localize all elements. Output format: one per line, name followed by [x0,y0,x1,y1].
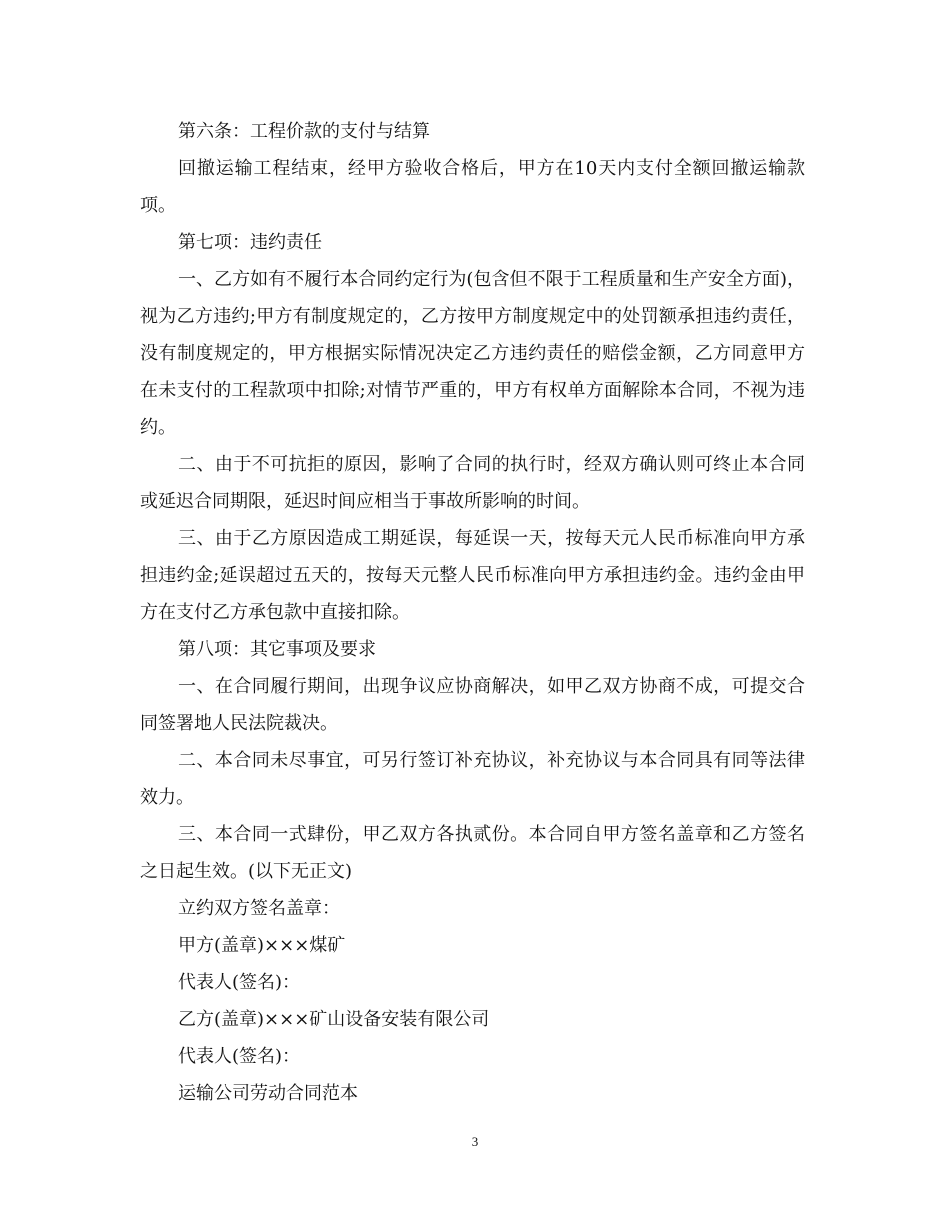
paragraph-liability-1: 一、乙方如有不履行本合同约定行为(包含但不限于工程质量和生产安全方面)，视为乙方违约;甲方有制度规定的，乙方按甲方制度规定中的处罚额承担违约责任，没有制度规定的，甲方根据实际情况决定乙方违约责任的赔偿金额，乙方同意甲方在未支付的工程款项中扣除;对情节严重的，甲方有权单方面解除本合同，不视为违约。 [140,269,805,438]
paragraph-other-3: 三、本合同一式肆份，甲乙双方各执贰份。本合同自甲方签名盖章和乙方签名之日起生效。(以下无正文) [140,824,805,882]
section-heading-other: 第八项：其它事项及要求 [178,639,376,660]
party-a-representative: 代表人(签名)： [178,972,301,993]
paragraph-other-1: 一、在合同履行期间，出现争议应协商解决，如甲乙双方协商不成，可提交合同签署地人民法院裁决。 [140,676,805,734]
signature-heading: 立约双方签名盖章： [178,898,340,919]
paragraph-payment-terms: 回撤运输工程结束，经甲方验收合格后，甲方在10天内支付全额回撤运输款项。 [140,158,805,216]
paragraph-liability-2: 二、由于不可抗拒的原因，影响了合同的执行时，经双方确认则可终止本合同或延迟合同期限，延迟时间应相当于事故所影响的时间。 [140,454,805,512]
paragraph-liability-3: 三、由于乙方原因造成工期延误，每延误一天，按每天元人民币标准向甲方承担违约金;延误超过五天的，按每天元整人民币标准向甲方承担违约金。违约金由甲方在支付乙方承包款中直接扣除。 [140,528,805,623]
section-heading-payment: 第六条：工程价款的支付与结算 [178,121,430,142]
next-document-title: 运输公司劳动合同范本 [178,1083,358,1104]
document-body [140,113,805,1112]
section-heading-liability: 第七项：违约责任 [178,232,322,253]
party-a-line: 甲方(盖章)×××煤矿 [178,935,346,956]
party-b-representative: 代表人(签名)： [178,1046,301,1067]
page-number: 3 [471,1134,479,1149]
party-b-line: 乙方(盖章)×××矿山设备安装有限公司 [178,1009,490,1030]
paragraph-other-2: 二、本合同未尽事宜，可另行签订补充协议，补充协议与本合同具有同等法律效力。 [140,750,805,808]
